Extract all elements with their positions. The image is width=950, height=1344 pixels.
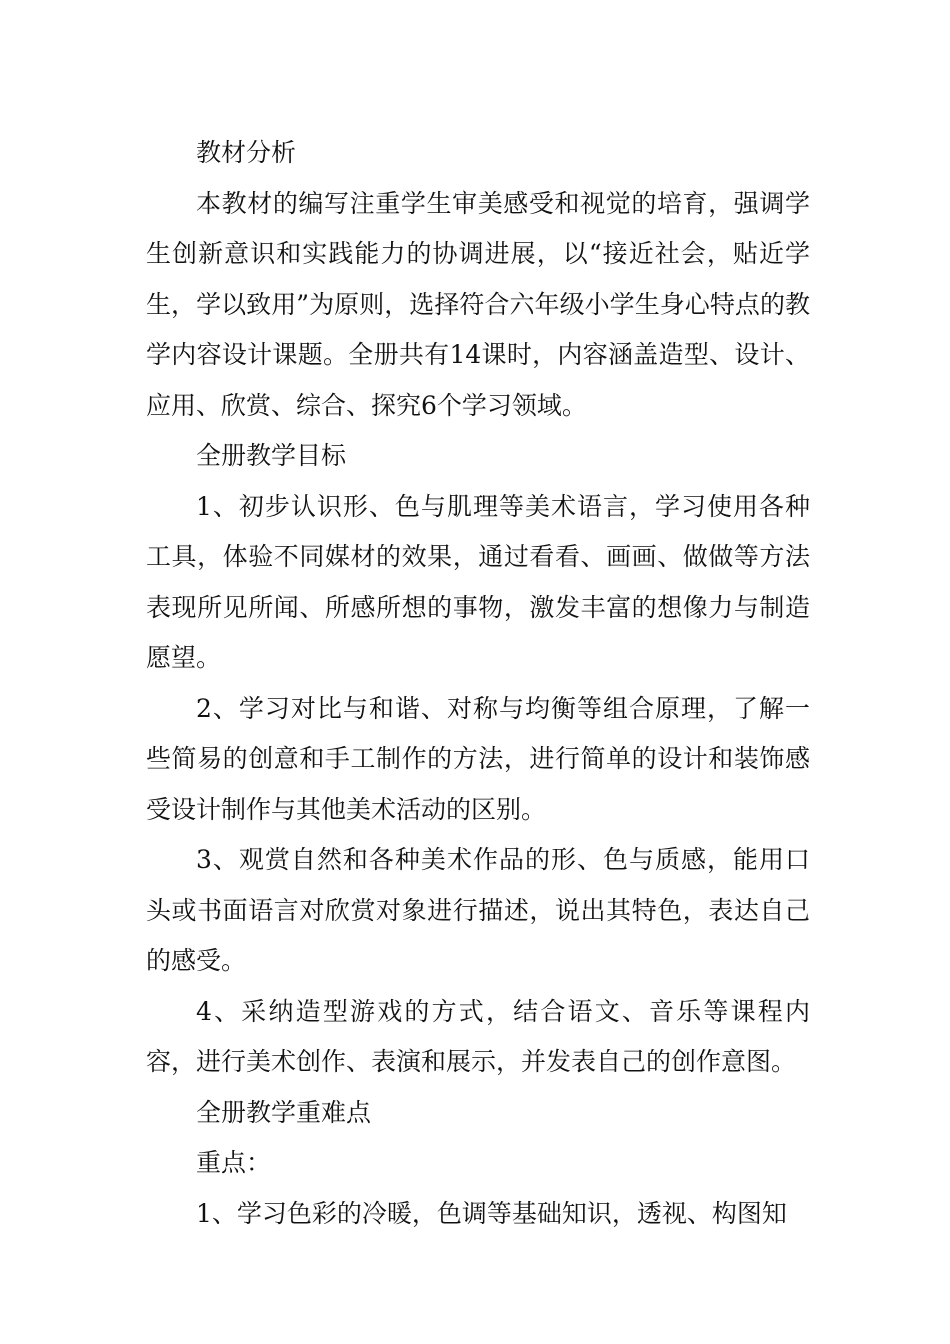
heading-key-difficult-points: 全册教学重难点	[196, 1097, 372, 1127]
goal-item-3: 3、观赏自然和各种美术作品的形、色与质感，能用口头或书面语言对欣赏对象进行描述，说出其特色，表达自己的感受。	[146, 845, 810, 975]
label-key-points: 重点：	[196, 1148, 272, 1177]
heading-material-analysis: 教材分析	[196, 138, 297, 167]
goal-item-4: 4、采纳造型游戏的方式，结合语文、音乐等课程内容，进行美术创作、表演和展示，并发表自己的创作意图。	[146, 996, 810, 1076]
goal-item-1: 1、初步认识形、色与肌理等美术语言，学习使用各种工具，体验不同媒材的效果，通过看看、画画、做做等方法表现所见所闻、所感所想的事物，激发丰富的想像力与制造愿望。	[146, 491, 810, 672]
key-point-item-1: 1、学习色彩的冷暖，色调等基础知识，透视、构图知	[196, 1198, 787, 1228]
goal-item-2: 2、学习对比与和谐、对称与均衡等组合原理，了解一些简易的创意和手工制作的方法，进行简单的设计和装饰感受设计制作与其他美术活动的区别。	[146, 693, 810, 824]
paragraph-material-description: 本教材的编写注重学生审美感受和视觉的培育，强调学生创新意识和实践能力的协调进展，以“接近社会，贴近学生，学以致用”为原则，选择符合六年级小学生身心特点的教学内容设计课题。全册共有14课时，内容涵盖造型、设计、应用、欣赏、综合、探究6个学习领域。	[146, 188, 810, 420]
heading-teaching-goals: 全册教学目标	[196, 441, 347, 470]
document-body	[146, 128, 810, 1239]
